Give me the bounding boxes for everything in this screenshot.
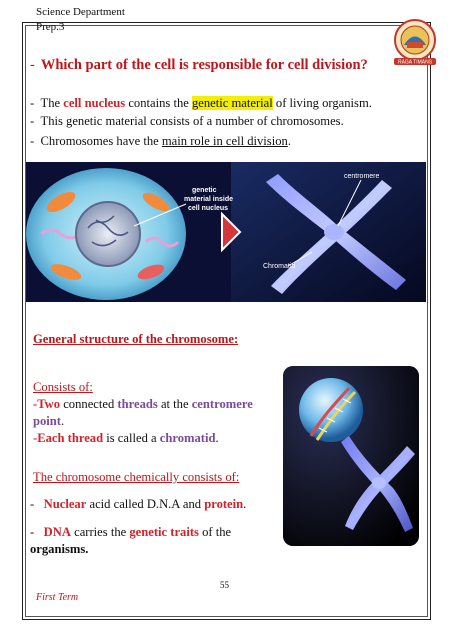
cell-nucleus	[76, 202, 140, 266]
svg-text:genetic material inside: genetic material inside cell nucleus	[184, 187, 234, 212]
dna-chromosome-figure	[283, 366, 419, 546]
structure-heading: General structure of the chromosome:	[33, 332, 239, 346]
question-heading: - Which part of the cell is responsible for cell division?	[30, 57, 368, 73]
label-chromatid: Chromatid	[263, 263, 296, 270]
header-grade: Prep.3	[36, 21, 65, 33]
consists-of-label: Consists of:	[33, 380, 93, 394]
bullet-3: - Chromosomes have the main role in cell division.	[30, 134, 291, 148]
page-number: 55	[220, 580, 229, 590]
structure-line-2: -Each thread is called a chromatid.	[33, 431, 219, 445]
logo-text: RAGA TIMANS	[397, 59, 433, 66]
chemistry-heading: The chromosome chemically consists of:	[33, 470, 240, 484]
chemistry-line-1: - Nuclear acid called D.N.A and protein.	[30, 497, 247, 511]
chemistry-line-2: - DNA carries the genetic traits of the organisms.	[30, 525, 232, 556]
bullet-2: - This genetic material consists of a number of chromosomes.	[30, 114, 344, 128]
cell-chromosome-figure	[26, 162, 426, 302]
header-department: Science Department	[36, 6, 125, 18]
structure-line-1: -Two connected threads at the centromere point.	[33, 397, 253, 428]
term-label: First Term	[36, 592, 79, 603]
label-centromere: centromere	[344, 173, 380, 180]
bullet-1: - The cell nucleus contains the genetic material of living organism.	[30, 96, 372, 110]
